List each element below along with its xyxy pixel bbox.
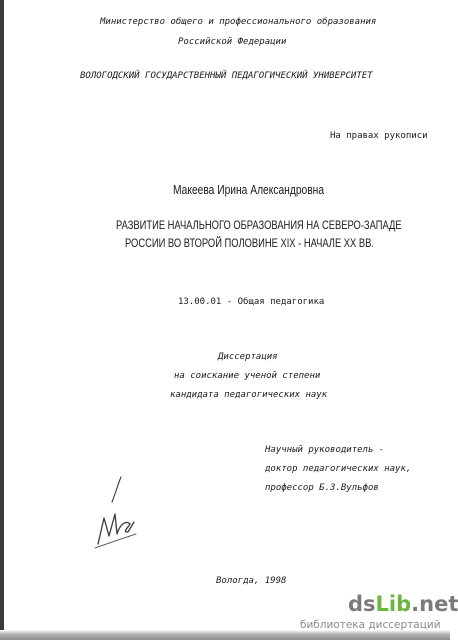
dslib-watermark (300, 592, 458, 636)
scan-left-edge (0, 0, 4, 640)
title-line-2: РОССИИ ВО ВТОРОЙ ПОЛОВИНЕ XIX - НАЧАЛЕ XX ВВ. (125, 236, 374, 250)
dissertation-line-3: кандидата педагогических наук (170, 390, 328, 400)
handwritten-signature (90, 474, 145, 549)
dissertation-line-2: на соискание ученой степени (174, 371, 321, 381)
title-line-1: РАЗВИТИЕ НАЧАЛЬНОГО ОБРАЗОВАНИЯ НА СЕВЕРО-ЗАПАДЕ (116, 218, 402, 232)
logo-net: .net (411, 592, 458, 616)
university-name: ВОЛОГОДСКИЙ ГОСУДАРСТВЕННЫЙ ПЕДАГОГИЧЕСКИЙ УНИВЕРСИТЕТ (80, 71, 373, 81)
author-name: Макеева Ирина Александровна (173, 183, 325, 197)
ministry-line-2: Российской Федерации (178, 37, 287, 47)
ministry-line-1: Министерство общего и профессионального образования (100, 17, 377, 27)
supervisor-line-3: профессор Б.З.Вульфов (265, 483, 379, 493)
rights-note: На правах рукописи (330, 131, 428, 141)
supervisor-line-1: Научный руководитель - (265, 445, 385, 455)
specialty: 13.00.01 - Общая педагогика (178, 297, 325, 307)
watermark-subtitle: библиотека диссертаций (300, 619, 441, 631)
dissertation-line-1: Диссертация (218, 352, 278, 362)
supervisor-line-2: доктор педагогических наук, (265, 464, 412, 474)
logo-ds: ds (348, 592, 376, 616)
logo-lib: Lib (375, 592, 412, 616)
dslib-logo (348, 592, 458, 616)
city-year: Вологда, 1998 (216, 576, 287, 586)
